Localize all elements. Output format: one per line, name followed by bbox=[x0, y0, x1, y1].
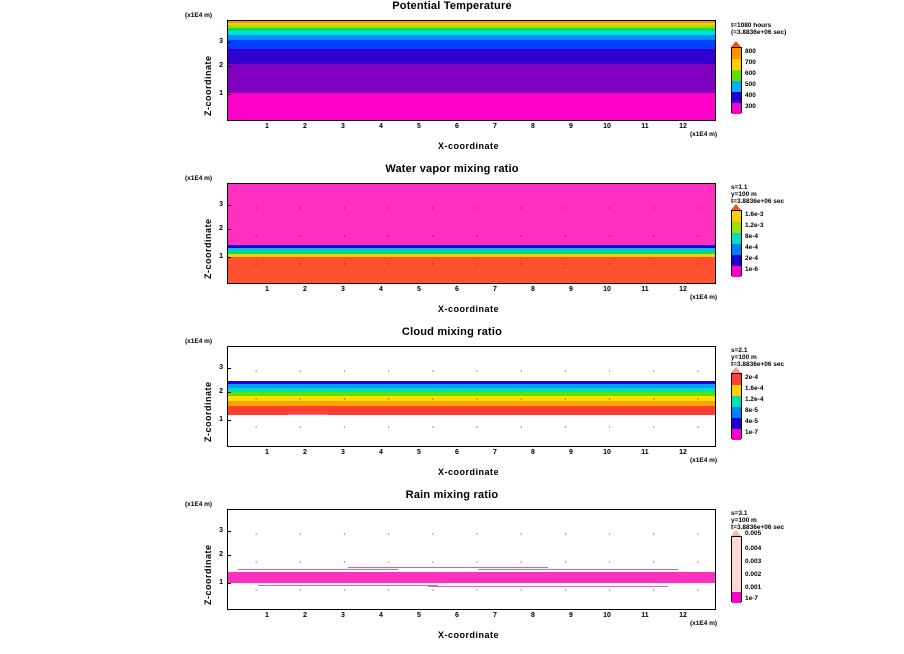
y-tickmark-1 bbox=[227, 257, 231, 258]
colorbar-seg-1.2e-3 bbox=[732, 222, 741, 233]
colorbar bbox=[731, 47, 742, 113]
colorbar-seg-1.6e-3 bbox=[732, 211, 741, 222]
colorbar-seg-300 bbox=[732, 103, 741, 114]
x-units-label: (x1E4 m) bbox=[690, 294, 718, 301]
colorbar-seg-700 bbox=[732, 59, 741, 70]
x-axis-label: X-coordinate bbox=[438, 141, 500, 151]
x-tick-5: 5 bbox=[417, 123, 421, 130]
y-tickmark-1 bbox=[227, 420, 231, 421]
x-tick-12: 12 bbox=[679, 286, 687, 293]
x-tick-2: 2 bbox=[303, 286, 307, 293]
x-tick-2: 2 bbox=[303, 449, 307, 456]
x-tick-3: 3 bbox=[341, 449, 345, 456]
band-520 bbox=[228, 40, 715, 49]
x-tick-11: 11 bbox=[641, 123, 649, 130]
band-vapor-low bbox=[228, 184, 715, 245]
y-tickmark-3 bbox=[227, 531, 231, 532]
x-tick-7: 7 bbox=[493, 612, 497, 619]
colorbar-label-6: 1e-7 bbox=[745, 595, 759, 602]
annotation-s: s=1.1 bbox=[731, 184, 748, 191]
x-axis-label: X-coordinate bbox=[438, 630, 500, 640]
panel-title: Potential Temperature bbox=[392, 0, 512, 12]
y-tickmark-2 bbox=[227, 229, 231, 230]
x-tick-6: 6 bbox=[455, 286, 459, 293]
plot-area bbox=[227, 346, 716, 447]
y-axis-label: Z-coordinate bbox=[203, 55, 213, 116]
colorbar-seg-2e-4 bbox=[732, 255, 741, 266]
panel-title: Cloud mixing ratio bbox=[401, 326, 503, 338]
colorbar bbox=[731, 210, 742, 276]
colorbar-label-4: 4e-4 bbox=[745, 244, 759, 251]
band-rain bbox=[228, 572, 715, 583]
x-tick-3: 3 bbox=[341, 123, 345, 130]
colorbar-seg-0.003 bbox=[732, 559, 741, 570]
y-axis-label: Z-coordinate bbox=[203, 218, 213, 279]
x-units-label: (x1E4 m) bbox=[690, 620, 718, 627]
x-tick-9: 9 bbox=[569, 449, 573, 456]
x-tick-11: 11 bbox=[641, 286, 649, 293]
y-tick-3: 3 bbox=[219, 527, 223, 534]
colorbar-label-3: 1.2e-4 bbox=[745, 396, 764, 403]
x-tick-4: 4 bbox=[379, 612, 383, 619]
colorbar-label-2: 1.2e-3 bbox=[745, 222, 764, 229]
y-tick-2: 2 bbox=[219, 388, 223, 395]
plot-area bbox=[227, 20, 716, 121]
x-tick-6: 6 bbox=[455, 123, 459, 130]
x-tick-3: 3 bbox=[341, 612, 345, 619]
y-units-label: (x1E4 m) bbox=[185, 12, 213, 19]
x-tick-8: 8 bbox=[531, 612, 535, 619]
annotation-y: y=100 m bbox=[731, 517, 757, 524]
colorbar-label-600: 600 bbox=[745, 70, 756, 77]
annotation-s: s=2.1 bbox=[731, 347, 748, 354]
x-tick-4: 4 bbox=[379, 123, 383, 130]
annotation-time: t=3.8836e+06 sec bbox=[731, 524, 785, 531]
x-tick-1: 1 bbox=[265, 612, 269, 619]
y-units-label: (x1E4 m) bbox=[185, 175, 213, 182]
plot-area bbox=[227, 509, 716, 610]
band-310 bbox=[228, 93, 715, 121]
colorbar-seg-4e-4 bbox=[732, 244, 741, 255]
x-tick-3: 3 bbox=[341, 286, 345, 293]
plot-area bbox=[227, 183, 716, 284]
x-tick-5: 5 bbox=[417, 449, 421, 456]
colorbar-seg-1.2e-4 bbox=[732, 396, 741, 407]
band-470 bbox=[228, 49, 715, 64]
colorbar-seg-400 bbox=[732, 92, 741, 103]
colorbar-label-5: 0.001 bbox=[745, 584, 762, 591]
x-tick-10: 10 bbox=[603, 286, 611, 293]
colorbar-seg-600 bbox=[732, 70, 741, 81]
annotation-y: y=100 m bbox=[731, 354, 757, 361]
x-tick-6: 6 bbox=[455, 449, 459, 456]
x-tick-12: 12 bbox=[679, 449, 687, 456]
x-tick-7: 7 bbox=[493, 286, 497, 293]
x-tick-9: 9 bbox=[569, 286, 573, 293]
x-tick-11: 11 bbox=[641, 449, 649, 456]
contour-rain-upper-a bbox=[238, 569, 398, 570]
colorbar-label-3: 0.003 bbox=[745, 558, 762, 565]
x-axis-label: X-coordinate bbox=[438, 304, 500, 314]
colorbar-seg-0.005 bbox=[732, 537, 741, 548]
y-tick-2: 2 bbox=[219, 62, 223, 69]
colorbar-label-4: 8e-5 bbox=[745, 407, 759, 414]
colorbar-seg-8e-5 bbox=[732, 407, 741, 418]
y-tick-1: 1 bbox=[219, 253, 223, 260]
contour-rain-upper-b bbox=[348, 567, 548, 568]
colorbar-seg-4e-5 bbox=[732, 418, 741, 429]
x-tick-8: 8 bbox=[531, 286, 535, 293]
x-tick-8: 8 bbox=[531, 449, 535, 456]
x-tick-5: 5 bbox=[417, 286, 421, 293]
colorbar-seg-0.002 bbox=[732, 570, 741, 581]
y-tick-2: 2 bbox=[219, 225, 223, 232]
x-tick-10: 10 bbox=[603, 123, 611, 130]
x-tick-1: 1 bbox=[265, 449, 269, 456]
x-tick-4: 4 bbox=[379, 286, 383, 293]
y-tickmark-3 bbox=[227, 368, 231, 369]
x-tick-1: 1 bbox=[265, 286, 269, 293]
y-tick-1: 1 bbox=[219, 90, 223, 97]
x-units-label: (x1E4 m) bbox=[690, 457, 718, 464]
x-tick-9: 9 bbox=[569, 123, 573, 130]
x-tick-8: 8 bbox=[531, 123, 535, 130]
x-units-label: (x1E4 m) bbox=[690, 131, 718, 138]
colorbar-label-1: 0.005 bbox=[745, 530, 762, 537]
colorbar-label-1: 2e-4 bbox=[745, 374, 759, 381]
y-units-label: (x1E4 m) bbox=[185, 501, 213, 508]
y-axis-label: Z-coordinate bbox=[203, 544, 213, 605]
colorbar-label-5: 2e-4 bbox=[745, 255, 759, 262]
colorbar-seg-0.001 bbox=[732, 581, 741, 592]
x-axis-label: X-coordinate bbox=[438, 467, 500, 477]
annotation-time: t=3.8836e+06 sec bbox=[731, 361, 785, 368]
colorbar-seg-0.004 bbox=[732, 548, 741, 559]
panel-water-vapor bbox=[0, 163, 904, 326]
colorbar-seg-1e-6 bbox=[732, 266, 741, 277]
annotation-seconds: (=3.8836e+06 sec) bbox=[731, 29, 787, 36]
y-tickmark-2 bbox=[227, 555, 231, 556]
colorbar-label-700: 700 bbox=[745, 59, 756, 66]
contour-rain-lower-a bbox=[258, 585, 438, 586]
y-axis-label: Z-coordinate bbox=[203, 381, 213, 442]
x-tick-9: 9 bbox=[569, 612, 573, 619]
x-tick-2: 2 bbox=[303, 123, 307, 130]
y-tick-1: 1 bbox=[219, 416, 223, 423]
x-tick-12: 12 bbox=[679, 612, 687, 619]
colorbar-seg-8e-4 bbox=[732, 233, 741, 244]
colorbar-label-6: 1e-6 bbox=[745, 266, 759, 273]
y-tickmark-3 bbox=[227, 42, 231, 43]
colorbar-label-4: 0.002 bbox=[745, 571, 762, 578]
y-tick-2: 2 bbox=[219, 551, 223, 558]
colorbar-seg-500 bbox=[732, 81, 741, 92]
x-tick-2: 2 bbox=[303, 612, 307, 619]
colorbar-seg-1e-7 bbox=[732, 592, 741, 603]
grid-dots bbox=[228, 510, 715, 609]
colorbar-seg-800 bbox=[732, 48, 741, 59]
y-tick-3: 3 bbox=[219, 364, 223, 371]
colorbar-label-800: 800 bbox=[745, 48, 756, 55]
colorbar-seg-1.6e-4 bbox=[732, 385, 741, 396]
x-tick-6: 6 bbox=[455, 612, 459, 619]
colorbar-label-6: 1e-7 bbox=[745, 429, 759, 436]
x-tick-10: 10 bbox=[603, 612, 611, 619]
colorbar-label-1: 1.6e-3 bbox=[745, 211, 764, 218]
panel-cloud bbox=[0, 326, 904, 489]
colorbar-seg-1e-7 bbox=[732, 429, 741, 440]
x-tick-10: 10 bbox=[603, 449, 611, 456]
y-units-label: (x1E4 m) bbox=[185, 338, 213, 345]
band-400 bbox=[228, 64, 715, 93]
band-vapor-1.6e-3 bbox=[228, 257, 715, 284]
panel-potential-temperature bbox=[0, 0, 904, 163]
y-tickmark-1 bbox=[227, 94, 231, 95]
colorbar-label-3: 8e-4 bbox=[745, 233, 759, 240]
contour-rain-upper-c bbox=[478, 569, 678, 570]
colorbar-label-300: 300 bbox=[745, 103, 756, 110]
colorbar-label-5: 4e-5 bbox=[745, 418, 759, 425]
colorbar-label-2: 1.6e-4 bbox=[745, 385, 764, 392]
x-tick-1: 1 bbox=[265, 123, 269, 130]
contour-rain-lower-b bbox=[428, 586, 668, 587]
annotation-s: s=3.1 bbox=[731, 510, 748, 517]
x-tick-4: 4 bbox=[379, 449, 383, 456]
colorbar-label-400: 400 bbox=[745, 92, 756, 99]
y-tick-3: 3 bbox=[219, 201, 223, 208]
annotation-time: t=3.8836e+06 sec bbox=[731, 198, 785, 205]
colorbar-label-500: 500 bbox=[745, 81, 756, 88]
x-tick-7: 7 bbox=[493, 449, 497, 456]
y-tickmark-2 bbox=[227, 392, 231, 393]
panel-title: Rain mixing ratio bbox=[405, 489, 499, 501]
colorbar-label-2: 0.004 bbox=[745, 545, 762, 552]
y-tick-1: 1 bbox=[219, 579, 223, 586]
annotation-y: y=100 m bbox=[731, 191, 757, 198]
y-tickmark-2 bbox=[227, 66, 231, 67]
colorbar bbox=[731, 373, 742, 439]
x-tick-11: 11 bbox=[641, 612, 649, 619]
colorbar bbox=[731, 536, 742, 602]
y-tickmark-1 bbox=[227, 583, 231, 584]
annotation-time: t=1080 hours bbox=[731, 22, 772, 29]
y-tickmark-3 bbox=[227, 205, 231, 206]
colorbar-seg-2e-4 bbox=[732, 374, 741, 385]
x-tick-7: 7 bbox=[493, 123, 497, 130]
contour-wisp bbox=[288, 414, 328, 415]
y-tick-3: 3 bbox=[219, 38, 223, 45]
x-tick-5: 5 bbox=[417, 612, 421, 619]
x-tick-12: 12 bbox=[679, 123, 687, 130]
panel-title: Water vapor mixing ratio bbox=[385, 163, 519, 175]
panel-rain bbox=[0, 489, 904, 652]
